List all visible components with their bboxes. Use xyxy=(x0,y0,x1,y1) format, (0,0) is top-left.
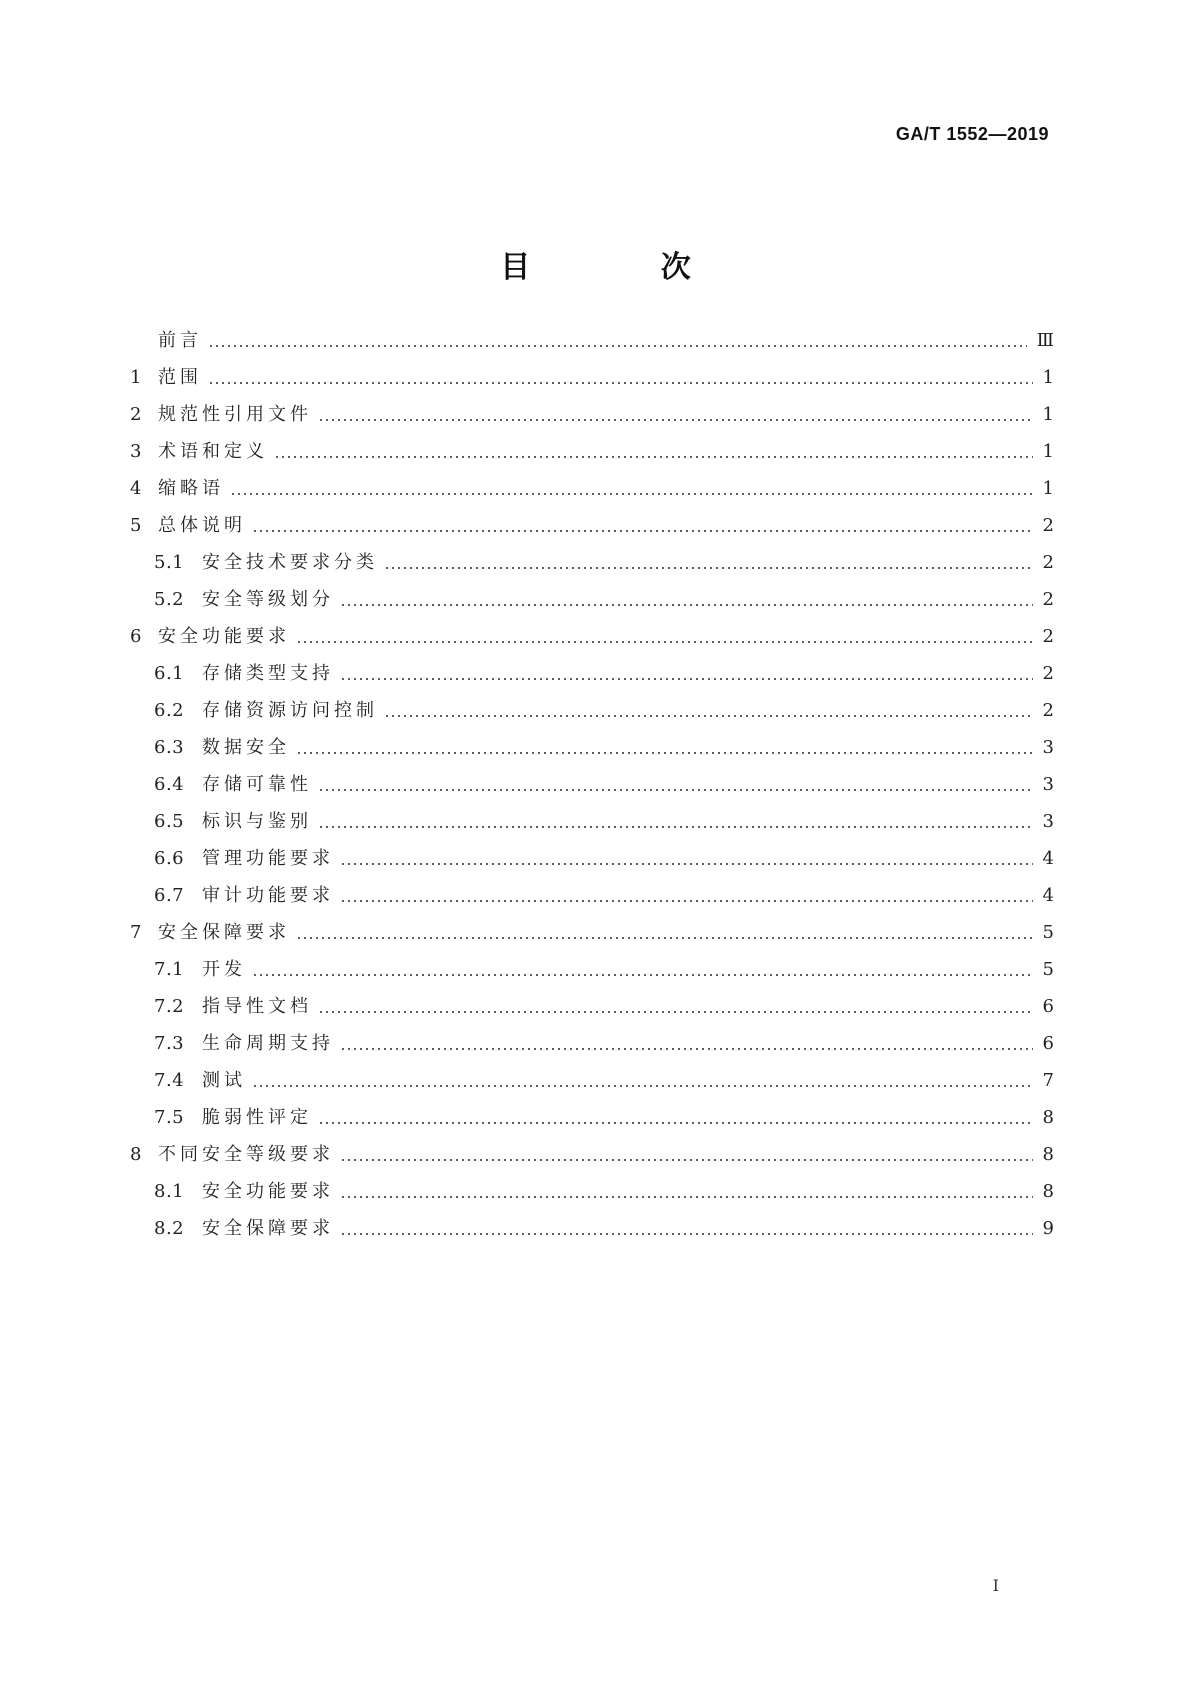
toc-entry-page: 2 xyxy=(1042,663,1054,684)
toc-entry-title: 标识与鉴别 xyxy=(202,811,312,832)
toc-entry[interactable] xyxy=(130,433,1054,470)
toc-leader-dots xyxy=(230,493,1033,495)
toc-entry-number: 6.2 xyxy=(154,700,185,721)
toc-entry-number: 6 xyxy=(130,626,142,647)
toc-entry[interactable] xyxy=(130,1210,1054,1247)
toc-entry-title: 测试 xyxy=(202,1070,246,1091)
toc-entry-number: 1 xyxy=(130,367,142,388)
toc-leader-dots xyxy=(296,752,1033,754)
toc-entry-page: 1 xyxy=(1042,478,1054,499)
toc-leader-dots xyxy=(340,900,1033,902)
toc-entry-page: 6 xyxy=(1042,996,1054,1017)
table-of-contents xyxy=(130,322,1054,1247)
toc-entry-number: 8.2 xyxy=(154,1218,185,1239)
toc-entry-page: 7 xyxy=(1042,1070,1054,1091)
toc-entry-title: 安全功能要求 xyxy=(202,1181,334,1202)
toc-entry-number: 6.5 xyxy=(154,811,185,832)
toc-entry-page: 8 xyxy=(1042,1107,1054,1128)
toc-entry[interactable] xyxy=(130,470,1054,507)
toc-entry[interactable] xyxy=(130,951,1054,988)
toc-entry[interactable] xyxy=(130,359,1054,396)
toc-entry-number: 6.6 xyxy=(154,848,185,869)
toc-entry-title: 安全保障要求 xyxy=(158,922,290,943)
toc-entry[interactable] xyxy=(130,581,1054,618)
toc-entry-page: 5 xyxy=(1042,922,1054,943)
toc-entry-title: 安全功能要求 xyxy=(158,626,290,647)
toc-leader-dots xyxy=(340,1159,1033,1161)
toc-entry[interactable] xyxy=(130,322,1054,359)
toc-entry-page: 8 xyxy=(1042,1181,1054,1202)
toc-entry-page: 4 xyxy=(1042,885,1054,906)
toc-entry-page: 3 xyxy=(1042,737,1054,758)
toc-entry-number: 7.5 xyxy=(154,1107,185,1128)
toc-entry-title: 指导性文档 xyxy=(202,996,312,1017)
toc-leader-dots xyxy=(340,1196,1033,1198)
toc-entry-number: 2 xyxy=(130,404,142,425)
toc-entry-number: 6.1 xyxy=(154,663,185,684)
toc-entry-number: 3 xyxy=(130,441,142,462)
toc-entry[interactable] xyxy=(130,544,1054,581)
toc-entry-number: 4 xyxy=(130,478,142,499)
toc-entry-number: 7.4 xyxy=(154,1070,185,1091)
toc-entry-number: 7.2 xyxy=(154,996,185,1017)
toc-entry-title: 生命周期支持 xyxy=(202,1033,334,1054)
toc-entry-number: 7.1 xyxy=(154,959,185,980)
toc-entry-title: 安全等级划分 xyxy=(202,589,334,610)
toc-leader-dots xyxy=(252,974,1033,976)
toc-entry-title: 存储可靠性 xyxy=(202,774,312,795)
toc-entry-title: 安全保障要求 xyxy=(202,1218,334,1239)
toc-entry-page: 2 xyxy=(1042,700,1054,721)
toc-leader-dots xyxy=(384,567,1033,569)
toc-leader-dots xyxy=(252,1085,1033,1087)
toc-leader-dots xyxy=(296,641,1033,643)
toc-entry[interactable] xyxy=(130,1136,1054,1173)
toc-entry-title: 管理功能要求 xyxy=(202,848,334,869)
footer-page-number: I xyxy=(992,1576,999,1595)
toc-leader-dots xyxy=(208,382,1033,384)
toc-entry-page: 2 xyxy=(1042,589,1054,610)
toc-entry-number: 6.3 xyxy=(154,737,185,758)
toc-entry[interactable] xyxy=(130,1062,1054,1099)
toc-leader-dots xyxy=(318,1122,1033,1124)
toc-entry-page: 2 xyxy=(1042,515,1054,536)
toc-leader-dots xyxy=(274,456,1033,458)
toc-entry-title: 前言 xyxy=(158,330,202,351)
toc-entry-title: 范围 xyxy=(158,367,202,388)
toc-entry[interactable] xyxy=(130,729,1054,766)
toc-entry-title: 存储资源访问控制 xyxy=(202,700,378,721)
toc-entry[interactable] xyxy=(130,655,1054,692)
toc-leader-dots xyxy=(296,937,1033,939)
toc-entry[interactable] xyxy=(130,1173,1054,1210)
toc-entry[interactable] xyxy=(130,618,1054,655)
toc-entry-title: 缩略语 xyxy=(158,478,224,499)
toc-entry-page: 2 xyxy=(1042,552,1054,573)
toc-entry[interactable] xyxy=(130,1099,1054,1136)
toc-entry-number: 5 xyxy=(130,515,142,536)
toc-entry-number: 5.2 xyxy=(154,589,185,610)
toc-leader-dots xyxy=(208,345,1027,347)
toc-entry[interactable] xyxy=(130,988,1054,1025)
toc-leader-dots xyxy=(252,530,1033,532)
toc-entry-title: 审计功能要求 xyxy=(202,885,334,906)
toc-entry-page: 1 xyxy=(1042,441,1054,462)
toc-entry-title: 开发 xyxy=(202,959,246,980)
toc-entry-page: 9 xyxy=(1042,1218,1054,1239)
toc-entry-page: 4 xyxy=(1042,848,1054,869)
toc-leader-dots xyxy=(318,419,1033,421)
toc-entry-page: 6 xyxy=(1042,1033,1054,1054)
toc-entry[interactable] xyxy=(130,396,1054,433)
toc-entry[interactable] xyxy=(130,877,1054,914)
toc-entry-number: 7.3 xyxy=(154,1033,185,1054)
toc-entry-page: 5 xyxy=(1042,959,1054,980)
toc-leader-dots xyxy=(340,1233,1033,1235)
toc-leader-dots xyxy=(318,826,1033,828)
toc-entry-title: 数据安全 xyxy=(202,737,290,758)
toc-leader-dots xyxy=(318,1011,1033,1013)
toc-entry-title: 安全技术要求分类 xyxy=(202,552,378,573)
toc-entry-title: 不同安全等级要求 xyxy=(158,1144,334,1165)
toc-entry-page: 8 xyxy=(1042,1144,1054,1165)
toc-leader-dots xyxy=(340,604,1033,606)
toc-entry-page: 1 xyxy=(1042,367,1054,388)
standard-code: GA/T 1552—2019 xyxy=(895,124,1049,144)
toc-entry[interactable] xyxy=(130,1025,1054,1062)
toc-entry-number: 6.4 xyxy=(154,774,185,795)
toc-entry-page: 2 xyxy=(1042,626,1054,647)
toc-entry[interactable] xyxy=(130,914,1054,951)
toc-entry-number: 6.7 xyxy=(154,885,185,906)
toc-entry[interactable] xyxy=(130,840,1054,877)
toc-entry-page: 1 xyxy=(1042,404,1054,425)
toc-entry-page: Ⅲ xyxy=(1036,330,1054,351)
toc-entry[interactable] xyxy=(130,766,1054,803)
toc-entry-number: 7 xyxy=(130,922,142,943)
toc-entry-title: 存储类型支持 xyxy=(202,663,334,684)
toc-entry-title: 总体说明 xyxy=(158,515,246,536)
toc-entry-title: 术语和定义 xyxy=(158,441,268,462)
toc-leader-dots xyxy=(384,715,1033,717)
toc-leader-dots xyxy=(340,863,1033,865)
toc-entry[interactable] xyxy=(130,507,1054,544)
toc-entry-number: 5.1 xyxy=(154,552,185,573)
toc-entry-page: 3 xyxy=(1042,774,1054,795)
toc-leader-dots xyxy=(340,678,1033,680)
toc-entry-number: 8.1 xyxy=(154,1181,185,1202)
toc-entry-number: 8 xyxy=(130,1144,142,1165)
toc-entry-title: 规范性引用文件 xyxy=(158,404,312,425)
toc-entry[interactable] xyxy=(130,803,1054,840)
toc-entry-page: 3 xyxy=(1042,811,1054,832)
toc-entry-title: 脆弱性评定 xyxy=(202,1107,312,1128)
page-title: 目 次 xyxy=(500,250,751,286)
toc-leader-dots xyxy=(318,789,1033,791)
toc-entry[interactable] xyxy=(130,692,1054,729)
toc-leader-dots xyxy=(340,1048,1033,1050)
